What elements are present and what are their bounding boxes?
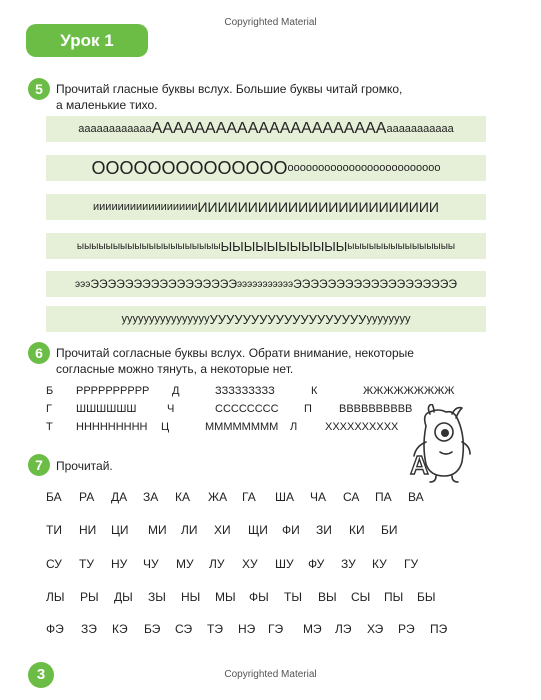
syllable: ЗУ [341, 557, 356, 571]
vowel-row-y [46, 233, 486, 259]
consonant-short: Ц [161, 421, 170, 433]
consonant-long: СССССССС [215, 403, 279, 415]
syllable: РЭ [398, 622, 415, 636]
consonant-short: Л [290, 421, 298, 433]
small-letters: ыыыыыыыыыыыыыыы [347, 240, 456, 252]
capital-letters: АААААААААААААААААААААА [151, 120, 387, 137]
syllable: ФИ [282, 523, 300, 537]
syllable: ЗЭ [81, 622, 97, 636]
consonant-short: Д [172, 385, 180, 397]
consonant-long: ЖЖЖЖЖЖЖЖЖ [363, 385, 455, 397]
syllable: ХУ [242, 557, 258, 571]
vowel-row-o [46, 155, 486, 181]
syllable: ПЭ [430, 622, 448, 636]
capital-letters: ЫЫЫЫЫЫЫЫЫЫЫ [220, 238, 348, 254]
syllable: ЗА [143, 490, 159, 504]
exercise-6-instruction [56, 345, 414, 377]
lesson-title: Урок 1 [26, 24, 148, 57]
syllable: ГУ [404, 557, 419, 571]
syllable: БИ [381, 523, 398, 537]
capital-letters: УУУУУУУУУУУУУУУУУУУ [209, 311, 367, 327]
small-letters: уууууууу [366, 313, 411, 325]
syllable: КЭ [112, 622, 128, 636]
exercise-5-line-2: а маленькие тихо. [56, 98, 158, 112]
consonant-long: ХХХХХХХХХХ [325, 421, 399, 433]
syllable: КУ [372, 557, 387, 571]
syllable: СА [343, 490, 360, 504]
syllable: НИ [79, 523, 97, 537]
consonant-short: Б [46, 385, 54, 397]
consonant-short: Г [46, 403, 52, 415]
syllable: БЫ [417, 590, 436, 604]
syllable: ХЭ [367, 622, 384, 636]
consonant-long: ШШШШШШ [76, 403, 137, 415]
syllable: ЛЭ [335, 622, 352, 636]
capital-letters: ИИИИИИИИИИИИИИИИИИИИИИИИ [197, 199, 439, 215]
syllable: ЛЫ [46, 590, 65, 604]
syllable: ША [275, 490, 295, 504]
syllable: ФЭ [46, 622, 64, 636]
syllable: ЛУ [209, 557, 225, 571]
consonant-long: РРРРРРРРРР [76, 385, 150, 397]
capital-letters: ЭЭЭЭЭЭЭЭЭЭЭЭЭЭЭЭЭ [90, 277, 237, 291]
syllable: ФЫ [249, 590, 269, 604]
consonant-short: К [311, 385, 318, 397]
consonant-short: Ч [167, 403, 175, 415]
syllable: СЭ [175, 622, 193, 636]
syllable: МИ [148, 523, 167, 537]
syllable: ПЫ [384, 590, 404, 604]
small-letters: ооооооооооооооооооооооооо [287, 162, 441, 174]
small-letters: эээээээээээ [236, 278, 294, 290]
syllable: ТУ [79, 557, 94, 571]
capital-letters: ЭЭЭЭЭЭЭЭЭЭЭЭЭЭЭЭЭЭЭ [293, 277, 457, 291]
syllable: МЫ [215, 590, 236, 604]
exercise-5-line-1: Прочитай гласные буквы вслух. Большие буквы читай громко, [56, 82, 403, 96]
small-letters: аааааааааааа [78, 123, 152, 135]
exercise-5-badge: 5 [28, 78, 50, 100]
syllable: ЧА [310, 490, 327, 504]
consonant-long: ММММММММ [205, 421, 279, 433]
syllable: ГА [242, 490, 256, 504]
syllable: ФУ [308, 557, 325, 571]
monster-illustration [408, 404, 474, 484]
capital-letters: ОООООООООООООО [91, 157, 288, 178]
exercise-7-badge: 7 [28, 454, 50, 476]
exercise-6-badge: 6 [28, 342, 50, 364]
syllable: МУ [176, 557, 194, 571]
syllable: ЗИ [316, 523, 332, 537]
syllable: ТЫ [284, 590, 302, 604]
syllable: ХИ [214, 523, 231, 537]
syllable: ТЭ [207, 622, 223, 636]
syllable: ЧУ [143, 557, 159, 571]
small-letters: ыыыыыыыыыыыыыыыыыыыы [76, 240, 221, 252]
vowel-row-i [46, 194, 486, 220]
syllable: РЫ [80, 590, 99, 604]
syllable: БЭ [144, 622, 161, 636]
syllable: РА [79, 490, 95, 504]
exercise-5-instruction [56, 81, 402, 113]
consonant-short: П [304, 403, 312, 415]
syllable: КИ [349, 523, 365, 537]
syllable: БА [46, 490, 62, 504]
syllable: ТИ [46, 523, 62, 537]
syllable: ДА [111, 490, 128, 504]
consonant-long: ННННННННН [76, 421, 148, 433]
vowel-row-u [46, 306, 486, 332]
syllable: ДЫ [114, 590, 133, 604]
syllable: МЭ [303, 622, 322, 636]
syllable: ВА [408, 490, 424, 504]
vowel-row-e [46, 271, 486, 297]
syllable: ШУ [275, 557, 294, 571]
vowel-row-a [46, 116, 486, 142]
syllable: НЫ [181, 590, 201, 604]
syllable: ЖА [208, 490, 228, 504]
syllable: ПА [375, 490, 392, 504]
syllable: ЩИ [248, 523, 268, 537]
syllable: СУ [46, 557, 62, 571]
syllable: ЦИ [111, 523, 129, 537]
consonant-long: ЗЗЗЗЗЗЗЗЗ [215, 385, 275, 397]
small-letters: уууууууууууууууу [121, 313, 210, 325]
syllable: НУ [111, 557, 128, 571]
syllable: НЭ [238, 622, 256, 636]
copyright-bottom: Copyrighted Material [224, 669, 317, 680]
syllable: ГЭ [268, 622, 284, 636]
copyright-top: Copyrighted Material [224, 17, 317, 28]
small-letters: эээ [75, 278, 91, 290]
page-number: 3 [28, 662, 54, 688]
syllable: ЗЫ [148, 590, 166, 604]
exercise-6-line-1: Прочитай согласные буквы вслух. Обрати внимание, некоторые [56, 346, 414, 360]
svg-text:A: A [410, 450, 429, 480]
syllable: СЫ [351, 590, 371, 604]
small-letters: ааааааааааа [386, 123, 454, 135]
syllable: КА [175, 490, 190, 504]
syllable: ВЫ [318, 590, 337, 604]
consonant-long: ВВВВВВВВВВ [339, 403, 413, 415]
consonant-short: Т [46, 421, 53, 433]
syllable: ЛИ [181, 523, 198, 537]
exercise-6-line-2: согласные можно тянуть, а некоторые нет. [56, 362, 294, 376]
small-letters: иииииииииииииииии [93, 201, 198, 213]
exercise-7-instruction: Прочитай. [56, 459, 113, 473]
